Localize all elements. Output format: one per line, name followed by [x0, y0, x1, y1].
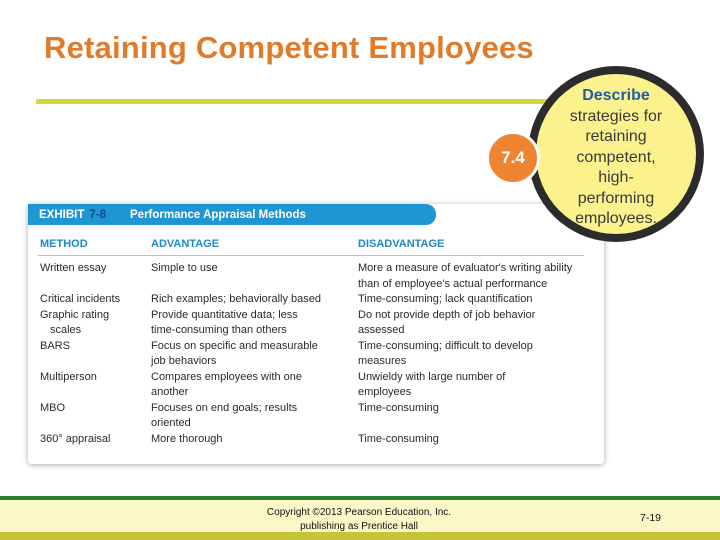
- footer-accent-bar: [0, 532, 720, 540]
- method-line: Critical incidents: [40, 293, 121, 305]
- disadvantage-line: Time-consuming; lack quantification: [358, 293, 533, 305]
- column-header-method: METHOD: [40, 238, 88, 250]
- objective-line: employees.: [575, 210, 657, 227]
- disadvantage-line: measures: [358, 355, 407, 367]
- page-number: 7-19: [640, 512, 662, 524]
- method-line: MBO: [40, 401, 66, 414]
- exhibit-header: [28, 204, 436, 225]
- disadvantage-cell: [358, 401, 439, 417]
- objective-line: high-: [598, 169, 634, 186]
- title-underline: [36, 99, 584, 104]
- exhibit-label: EXHIBIT: [39, 208, 85, 221]
- method-line: Written essay: [40, 262, 107, 274]
- disadvantage-line: Unwieldy with large number of: [358, 370, 506, 383]
- disadvantage-line: than of employee's actual performance: [358, 277, 548, 290]
- objective-number-badge: 7.4: [486, 131, 540, 185]
- objective-text: [536, 86, 696, 230]
- method-cell: [40, 339, 70, 355]
- advantage-cell: [151, 339, 318, 370]
- advantage-cell: [151, 370, 302, 401]
- header-divider: [38, 255, 584, 256]
- disadvantage-line: Time-consuming; difficult to develop: [358, 339, 533, 352]
- method-cell: [40, 401, 65, 417]
- disadvantage-line: More a measure of evaluator's writing ability: [358, 262, 573, 274]
- disadvantage-line: employees: [358, 386, 412, 398]
- disadvantage-cell: [358, 370, 505, 401]
- objective-verb: Describe: [582, 87, 650, 104]
- disadvantage-line: assessed: [358, 324, 405, 336]
- advantage-cell: [151, 308, 298, 339]
- copyright-line: Copyright ©2013 Pearson Education, Inc.: [266, 507, 452, 518]
- disadvantage-cell: [358, 261, 572, 292]
- method-cell: [40, 432, 110, 448]
- objective-line: retaining: [585, 128, 647, 145]
- advantage-cell: [151, 261, 218, 277]
- exhibit-number: 7-8: [89, 208, 106, 221]
- exhibit-title: Performance Appraisal Methods: [130, 208, 306, 221]
- advantage-line: Focus on specific and measurable: [151, 339, 318, 352]
- advantage-line: Simple to use: [151, 262, 218, 274]
- objective-line: strategies for: [569, 107, 663, 125]
- method-line: Multiperson: [40, 370, 97, 383]
- method-line: 360° appraisal: [40, 432, 111, 445]
- disadvantage-cell: [358, 292, 532, 308]
- advantage-line: Focuses on end goals; results: [151, 401, 298, 414]
- advantage-line: Compares employees with one: [151, 370, 303, 383]
- disadvantage-cell: [358, 308, 535, 339]
- method-cell: [40, 292, 120, 308]
- advantage-line: Rich examples; behaviorally based: [151, 293, 321, 305]
- advantage-line: another: [151, 386, 189, 398]
- disadvantage-line: Do not provide depth of job behavior: [358, 308, 536, 321]
- advantage-line: More thorough: [151, 432, 223, 445]
- method-line: scales: [50, 324, 82, 336]
- objective-line: competent,: [576, 148, 656, 166]
- objective-line: performing: [577, 189, 655, 207]
- method-cell: [40, 370, 97, 386]
- advantage-cell: [151, 292, 321, 308]
- disadvantage-line: Time-consuming: [358, 432, 439, 445]
- method-line: BARS: [40, 339, 70, 352]
- disadvantage-cell: [358, 432, 439, 448]
- copyright-line: publishing as Prentice Hall: [300, 521, 418, 532]
- copyright-text: [250, 506, 468, 534]
- advantage-cell: [151, 401, 297, 432]
- slide-title: Retaining Competent Employees: [44, 30, 534, 65]
- advantage-line: oriented: [151, 417, 191, 429]
- advantage-cell: [151, 432, 223, 448]
- column-header-disadvantage: DISADVANTAGE: [358, 238, 445, 250]
- column-header-advantage: ADVANTAGE: [151, 238, 220, 250]
- advantage-line: job behaviors: [151, 355, 217, 367]
- advantage-line: time-consuming than others: [151, 324, 287, 336]
- disadvantage-line: Time-consuming: [358, 401, 439, 414]
- method-cell: [40, 261, 106, 277]
- disadvantage-cell: [358, 339, 533, 370]
- method-line: Graphic rating: [40, 308, 110, 321]
- method-cell: [40, 308, 109, 339]
- advantage-line: Provide quantitative data; less: [151, 308, 298, 321]
